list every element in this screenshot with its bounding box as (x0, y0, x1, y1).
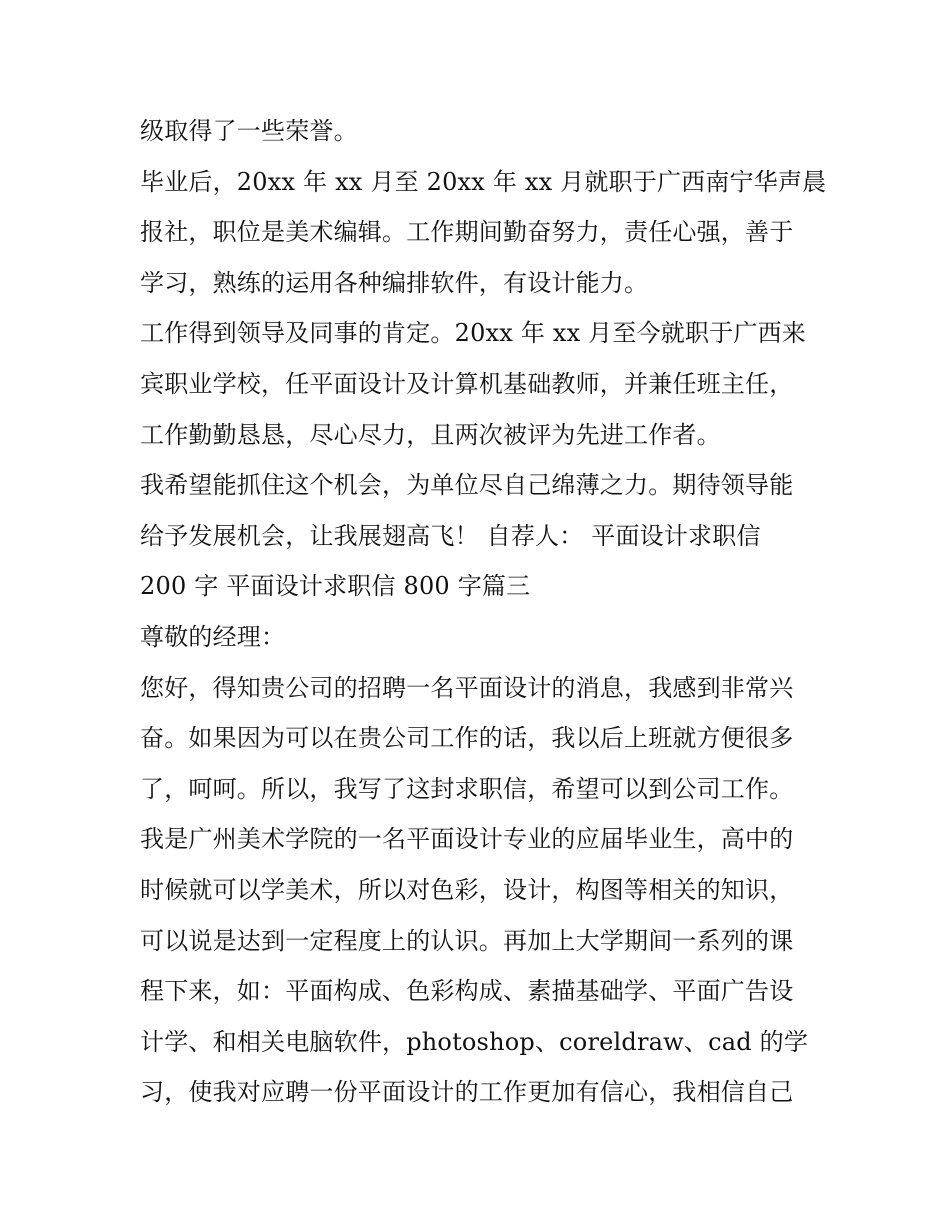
text-line: 可以说是达到一定程度上的认识。再加上大学期间一系列的课 (140, 926, 794, 955)
body-text (140, 106, 830, 1118)
text-line: 了，呵呵。所以，我写了这封求职信，希望可以到公司工作。 (140, 774, 794, 803)
text-line: 报社，职位是美术编辑。工作期间勤奋努力，责任心强，善于 (140, 218, 794, 247)
text-line: 我希望能抓住这个机会，为单位尽自己绵薄之力。期待领导能 (140, 471, 794, 500)
text-line: 200 字 平面设计求职信 800 字篇三 (140, 572, 531, 601)
text-line: 我是广州美术学院的一名平面设计专业的应届毕业生，高中的 (140, 825, 794, 854)
text-line: 宾职业学校，任平面设计及计算机基础教师，并兼任班主任， (140, 369, 794, 398)
text-line: 工作得到领导及同事的肯定。20xx 年 xx 月至今就职于广西来 (140, 319, 806, 348)
text-line: 给予发展机会，让我展翅高飞！ 自荐人： 平面设计求职信 (140, 521, 761, 550)
text-line: 程下来，如：平面构成、色彩构成、素描基础学、平面广告设 (140, 977, 794, 1006)
text-line: 时候就可以学美术，所以对色彩，设计，构图等相关的知识， (140, 875, 794, 904)
text-line: 级取得了一些荣誉。 (140, 117, 358, 145)
text-line: 学习，熟练的运用各种编排软件，有设计能力。 (140, 268, 649, 297)
text-line: 尊敬的经理： (140, 622, 286, 651)
text-line: 您好，得知贵公司的招聘一名平面设计的消息，我感到非常兴 (140, 673, 794, 702)
text-line: 工作勤勤恳恳，尽心尽力，且两次被评为先进工作者。 (140, 420, 721, 449)
text-line: 奋。如果因为可以在贵公司工作的话，我以后上班就方便很多 (140, 724, 794, 753)
text-line: 习，使我对应聘一份平面设计的工作更加有信心，我相信自己 (140, 1078, 794, 1107)
text-line: 毕业后，20xx 年 xx 月至 20xx 年 xx 月就职于广西南宁华声晨 (140, 167, 827, 196)
text-line: 计学、和相关电脑软件，photoshop、coreldraw、cad 的学 (140, 1027, 809, 1056)
